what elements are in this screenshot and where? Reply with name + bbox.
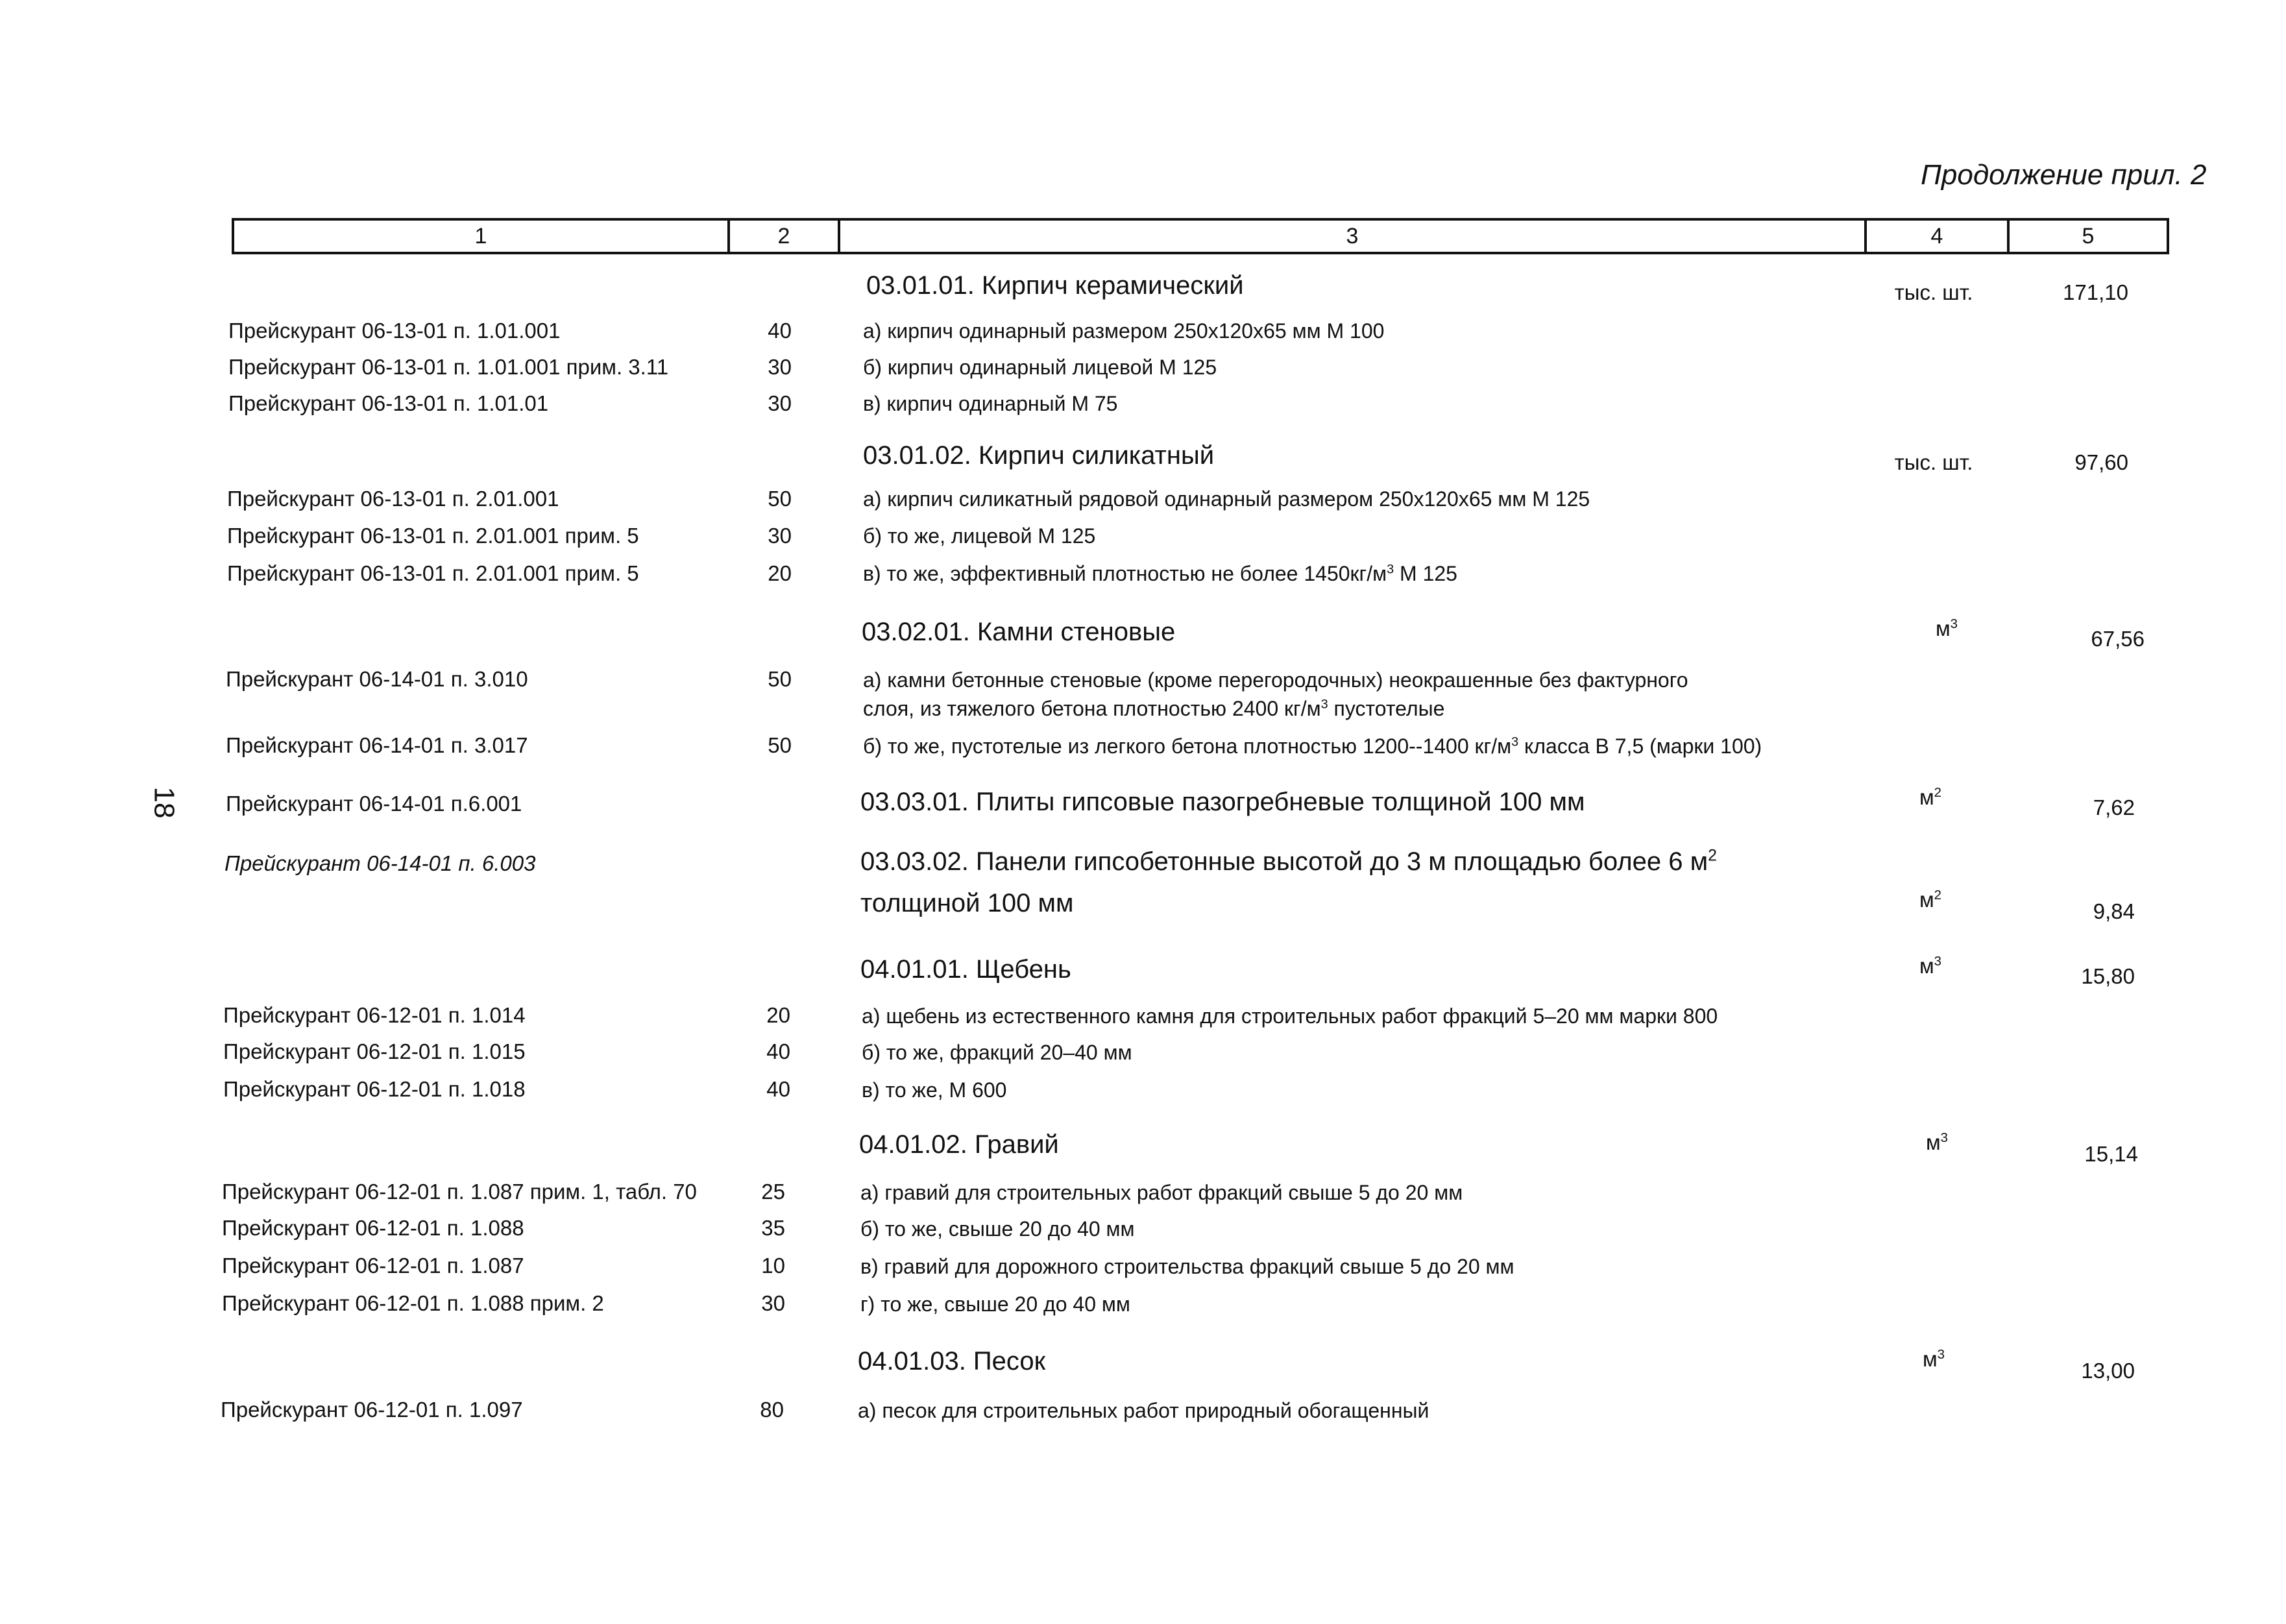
table-row-ref: Прейскурант 06-14-01 п. 6.003	[225, 851, 536, 875]
table-row-qty: 40	[768, 319, 792, 343]
table-row-desc: в) то же, М 600	[862, 1078, 1007, 1102]
table-row-ref: Прейскурант 06-14-01 п. 3.010	[226, 667, 528, 691]
table-row-desc: г) то же, свыше 20 до 40 мм	[860, 1292, 1130, 1316]
table-row-qty: 30	[768, 391, 792, 415]
table-row-desc: в) то же, эффективный плотностью не более $1450кг/м^3$ М 125	[863, 562, 1457, 585]
table-row-ref: Прейскурант 06-14-01 п.6.001	[226, 792, 522, 816]
section-unit: тыс. шт.	[1894, 450, 1973, 474]
section-title: 04.01.03. Песок	[858, 1347, 1046, 1376]
section-price: 171,10	[2063, 280, 2128, 304]
table-row-ref: Прейскурант 06-13-01 п. 2.01.001 прим. 5	[227, 561, 639, 585]
table-row-ref: Прейскурант 06-12-01 п. 1.014	[223, 1003, 526, 1027]
table-row-desc: б) то же, свыше 20 до 40 мм	[860, 1217, 1135, 1241]
table-row-qty: 20	[768, 561, 792, 585]
section-title: 03.03.02. Панели гипсобетонные высотой до 3 м площадью более 6 $м^2$	[860, 847, 1717, 876]
section-title-line2: толщиной 100 мм	[860, 889, 1074, 917]
table-row-ref: Прейскурант 06-12-01 п. 1.088	[222, 1216, 524, 1240]
header-cell-4: 4	[1864, 221, 2007, 252]
table-row-desc: а) камни бетонные стеновые (кроме перегородочных) неокрашенные без фактурного	[863, 668, 1688, 692]
table-row-ref: Прейскурант 06-12-01 п. 1.087 прим. 1, табл. 70	[222, 1180, 697, 1204]
section-unit: $м^2$	[1919, 888, 1942, 912]
section-unit: $м^3$	[1935, 616, 1958, 640]
table-row-desc: в) гравий для дорожного строительства фракций свыше 5 до 20 мм	[860, 1255, 1514, 1278]
section-price: 13,00	[2081, 1359, 2135, 1383]
section-title: 03.01.01. Кирпич керамический	[866, 271, 1244, 300]
section-title: 03.02.01. Камни стеновые	[862, 618, 1176, 646]
table-row-ref: Прейскурант 06-13-01 п. 1.01.01	[228, 391, 549, 415]
section-price: 97,60	[2074, 450, 2128, 474]
header-cell-2: 2	[727, 221, 838, 252]
section-title: 03.03.01. Плиты гипсовые пазогребневые толщиной 100 мм	[860, 788, 1585, 816]
table-row-desc: а) кирпич силикатный рядовой одинарный размером 250x120x65 мм М 125	[863, 487, 1590, 511]
table-row-desc: а) щебень из естественного камня для строительных работ фракций 5–20 мм марки 800	[862, 1004, 1718, 1028]
table-row-ref: Прейскурант 06-14-01 п. 3.017	[226, 733, 528, 757]
caption: Продолжение прил. 2	[1921, 159, 2207, 191]
section-price: 9,84	[2093, 899, 2135, 923]
table-row-desc-line2: слоя, из тяжелого бетона плотностью 2400 $кг/м^3$ пустотелые	[863, 697, 1445, 720]
section-unit: $м^3$	[1922, 1347, 1945, 1371]
table-header	[232, 218, 2169, 254]
table-row-ref: Прейскурант 06-13-01 п. 1.01.001	[228, 319, 561, 343]
table-row-ref: Прейскурант 06-12-01 п. 1.087	[222, 1254, 524, 1278]
table-row-desc: б) то же, лицевой М 125	[863, 524, 1096, 548]
table-row-qty: 50	[768, 733, 792, 757]
section-price: 15,14	[2084, 1142, 2138, 1166]
table-row-qty: 30	[768, 524, 792, 548]
table-row-qty: 50	[768, 487, 792, 511]
table-row-desc: а) песок для строительных работ природный обогащенный	[858, 1399, 1429, 1422]
table-row-qty: 80	[760, 1398, 784, 1422]
table-row-ref: Прейскурант 06-12-01 п. 1.088 прим. 2	[222, 1291, 604, 1315]
table-row-ref: Прейскурант 06-12-01 п. 1.015	[223, 1039, 526, 1063]
table-row-qty: 40	[766, 1077, 790, 1101]
section-price: 15,80	[2081, 964, 2135, 988]
table-row-desc: а) гравий для строительных работ фракций свыше 5 до 20 мм	[860, 1181, 1463, 1204]
table-row-desc: б) кирпич одинарный лицевой М 125	[863, 356, 1217, 379]
section-unit: $м^3$	[1919, 954, 1942, 978]
table-row-desc: б) то же, пустотелые из легкого бетона плотностью 1200--1400 $кг/м^3$ класса В 7,5 (марки 100)	[863, 734, 1762, 758]
section-unit: $м^3$	[1925, 1130, 1949, 1154]
section-price: 7,62	[2093, 795, 2135, 819]
table-row-qty: 50	[768, 667, 792, 691]
table-row-ref: Прейскурант 06-12-01 п. 1.018	[223, 1077, 526, 1101]
section-title: 04.01.01. Щебень	[860, 955, 1071, 984]
section-price: 67,56	[2091, 627, 2145, 651]
section-title: 04.01.02. Гравий	[859, 1130, 1059, 1159]
section-unit: $м^2$	[1919, 785, 1942, 809]
table-row-qty: 10	[761, 1254, 785, 1278]
table-row-ref: Прейскурант 06-13-01 п. 1.01.001 прим. 3.11	[228, 355, 669, 379]
table-row-qty: 20	[766, 1003, 790, 1027]
table-row-qty: 35	[761, 1216, 785, 1240]
table-row-desc: б) то же, фракций 20–40 мм	[862, 1041, 1132, 1064]
table-row-ref: Прейскурант 06-13-01 п. 2.01.001	[227, 487, 559, 511]
table-row-desc: в) кирпич одинарный М 75	[863, 392, 1118, 415]
table-row-qty: 25	[761, 1180, 785, 1204]
table-row-ref: Прейскурант 06-13-01 п. 2.01.001 прим. 5	[227, 524, 639, 548]
table-row-desc: а) кирпич одинарный размером 250x120x65 мм М 100	[863, 319, 1385, 343]
table-row-qty: 40	[766, 1039, 790, 1063]
table-row-qty: 30	[768, 355, 792, 379]
table-row-qty: 30	[761, 1291, 785, 1315]
header-cell-1: 1	[474, 223, 487, 248]
header-cell-5: 5	[2007, 221, 2167, 252]
table-row-ref: Прейскурант 06-12-01 п. 1.097	[221, 1398, 523, 1422]
section-title: 03.01.02. Кирпич силикатный	[863, 441, 1215, 470]
header-cell-3: 3	[838, 221, 1864, 252]
section-unit: тыс. шт.	[1894, 280, 1973, 304]
page-number: 18	[148, 786, 180, 819]
